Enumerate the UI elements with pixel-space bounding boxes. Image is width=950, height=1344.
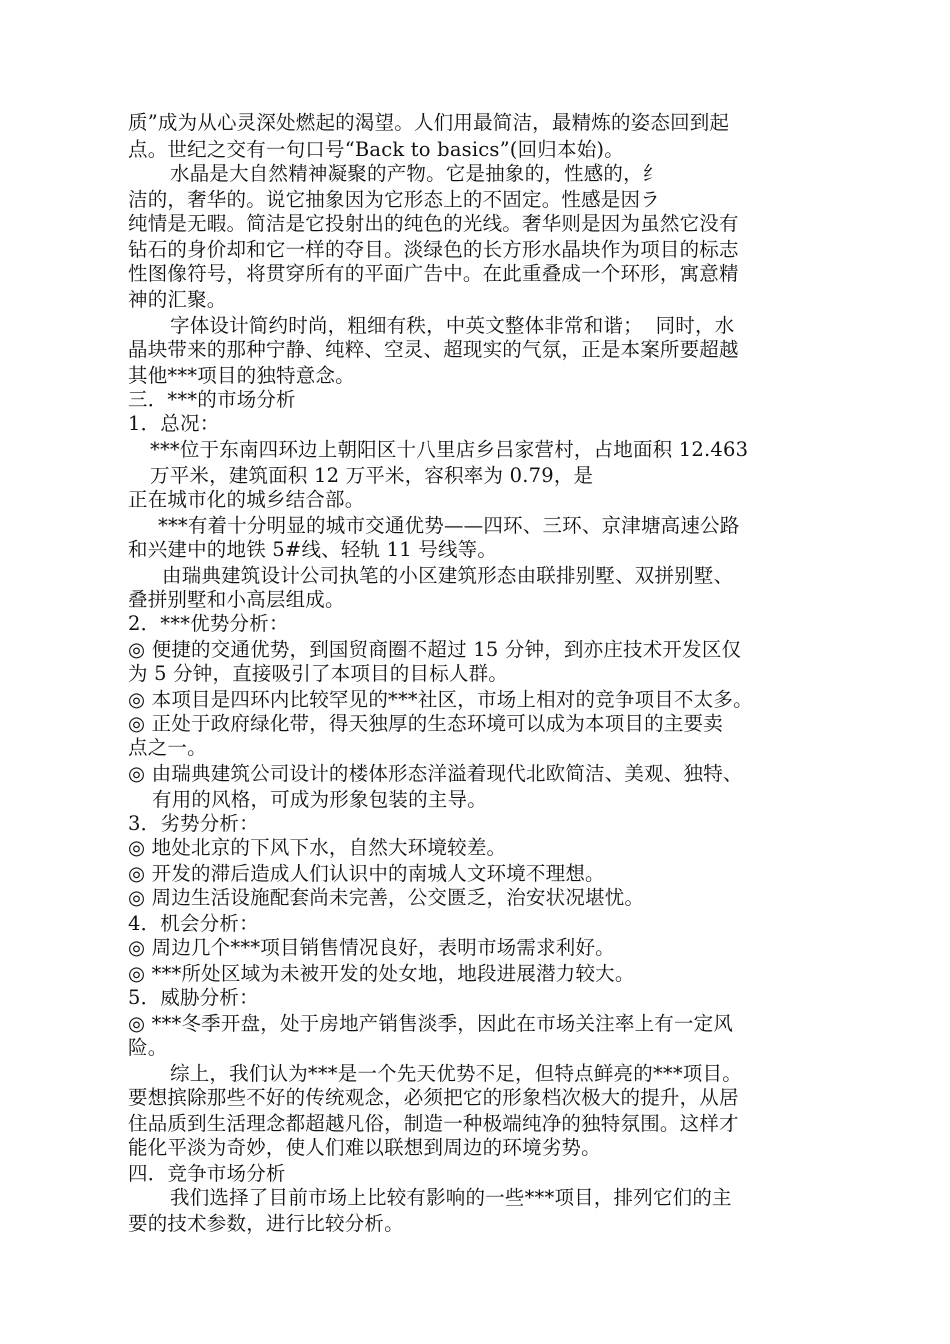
bullet-item: ◎ 周边几个***项目销售情况良好，表明市场需求利好。: [128, 936, 615, 959]
subsection-heading: 5．威胁分析：: [128, 986, 259, 1009]
bullet-item: ◎ 便捷的交通优势，到国贸商圈不超过 15 分钟，到亦庄技术开发区仅: [128, 638, 742, 661]
bullet-item: ◎ 本项目是四环内比较罕见的***社区，市场上相对的竞争项目不太多。: [128, 688, 753, 711]
text-line: 能化平淡为奇妙，使人们难以联想到周边的环境劣势。: [128, 1136, 601, 1159]
text-line: 点。世纪之交有一句口号“Back to basics”(回归本始)。: [128, 138, 624, 161]
subsection-heading: 1．总况：: [128, 412, 220, 435]
text-line: 由瑞典建筑设计公司执笔的小区建筑形态由联排别墅、双拼别墅、: [162, 564, 734, 587]
text-line: 点之一。: [128, 736, 207, 759]
text-line: 有用的风格，可成为形象包装的主导。: [152, 788, 487, 811]
text-line: 其他***项目的独特意念。: [128, 364, 355, 387]
text-line: 正在城市化的城乡结合部。: [128, 488, 365, 511]
text-line: 性图像符号，将贯穿所有的平面广告中。在此重叠成一个环形，寓意精: [128, 262, 739, 285]
text-line: 综上，我们认为***是一个先天优势不足，但特点鲜亮的***项目。: [170, 1062, 742, 1085]
bullet-item: ◎ 由瑞典建筑公司设计的楼体形态洋溢着现代北欧简洁、美观、独特、: [128, 762, 743, 785]
text-line: 叠拼别墅和小高层组成。: [128, 588, 345, 611]
bullet-item: ◎ 正处于政府绿化带，得天独厚的生态环境可以成为本项目的主要卖: [128, 712, 723, 735]
text-line: 我们选择了目前市场上比较有影响的一些***项目，排列它们的主: [170, 1186, 732, 1209]
text-line: 纯情是无暇。简洁是它投射出的纯色的光线。奢华则是因为虽然它没有: [128, 212, 739, 235]
bullet-item: ◎ 周边生活设施配套尚未完善，公交匮乏，治安状况堪忧。: [128, 886, 645, 909]
text-line: ***位于东南四环边上朝阳区十八里店乡吕家营村，占地面积 12.463: [150, 438, 749, 461]
text-line: 为 5 分钟，直接吸引了本项目的目标人群。: [128, 662, 509, 685]
section-heading: 三．***的市场分析: [128, 388, 296, 411]
text-line: 和兴建中的地铁 5#线、轻轨 11 号线等。: [128, 538, 498, 561]
text-line: 晶块带来的那种宁静、纯粹、空灵、超现实的气氛，正是本案所要超越: [128, 338, 739, 361]
subsection-heading: 4．机会分析：: [128, 912, 259, 935]
bullet-item: ◎ ***所处区域为未被开发的处女地，地段进展潜力较大。: [128, 962, 635, 985]
text-line: 钻石的身价却和它一样的夺目。淡绿色的长方形水晶块作为项目的标志: [128, 238, 739, 261]
bullet-item: ◎ ***冬季开盘，处于房地产销售淡季，因此在市场关注率上有一定风: [128, 1012, 734, 1035]
bullet-item: ◎ 地处北京的下风下水，自然大环境较差。: [128, 836, 507, 859]
text-line: 字体设计简约时尚，粗细有秩，中英文整体非常和谐； 同时，水: [170, 314, 735, 337]
text-line: 神的汇聚。: [128, 288, 227, 311]
subsection-heading: 2．***优势分析：: [128, 612, 289, 635]
text-line: 水晶是大自然精神凝聚的产物。它是抽象的，性感的，纟: [170, 162, 663, 185]
section-heading: 四．竞争市场分析: [128, 1162, 286, 1185]
text-line: 要的技术参数，进行比较分析。: [128, 1212, 404, 1235]
text-line: 险。: [128, 1036, 168, 1059]
text-line: 要想摈除那些不好的传统观念，必须把它的形象档次极大的提升，从居: [128, 1086, 739, 1109]
text-line: 万平米，建筑面积 12 万平米，容积率为 0.79，是: [150, 464, 594, 487]
subsection-heading: 3．劣势分析：: [128, 812, 259, 835]
text-line: ***有着十分明显的城市交通优势——四环、三环、京津塘高速公路: [158, 514, 740, 537]
text-line: 质”成为从心灵深处燃起的渴望。人们用最简洁，最精炼的姿态回到起: [128, 111, 730, 134]
text-line: 洁的，奢华的。说它抽象因为它形态上的不固定。性感是因ラ: [128, 188, 660, 211]
bullet-item: ◎ 开发的滞后造成人们认识中的南城人文环境不理想。: [128, 862, 605, 885]
text-line: 住品质到生活理念都超越凡俗，制造一种极端纯净的独特氛围。这样才: [128, 1112, 739, 1135]
